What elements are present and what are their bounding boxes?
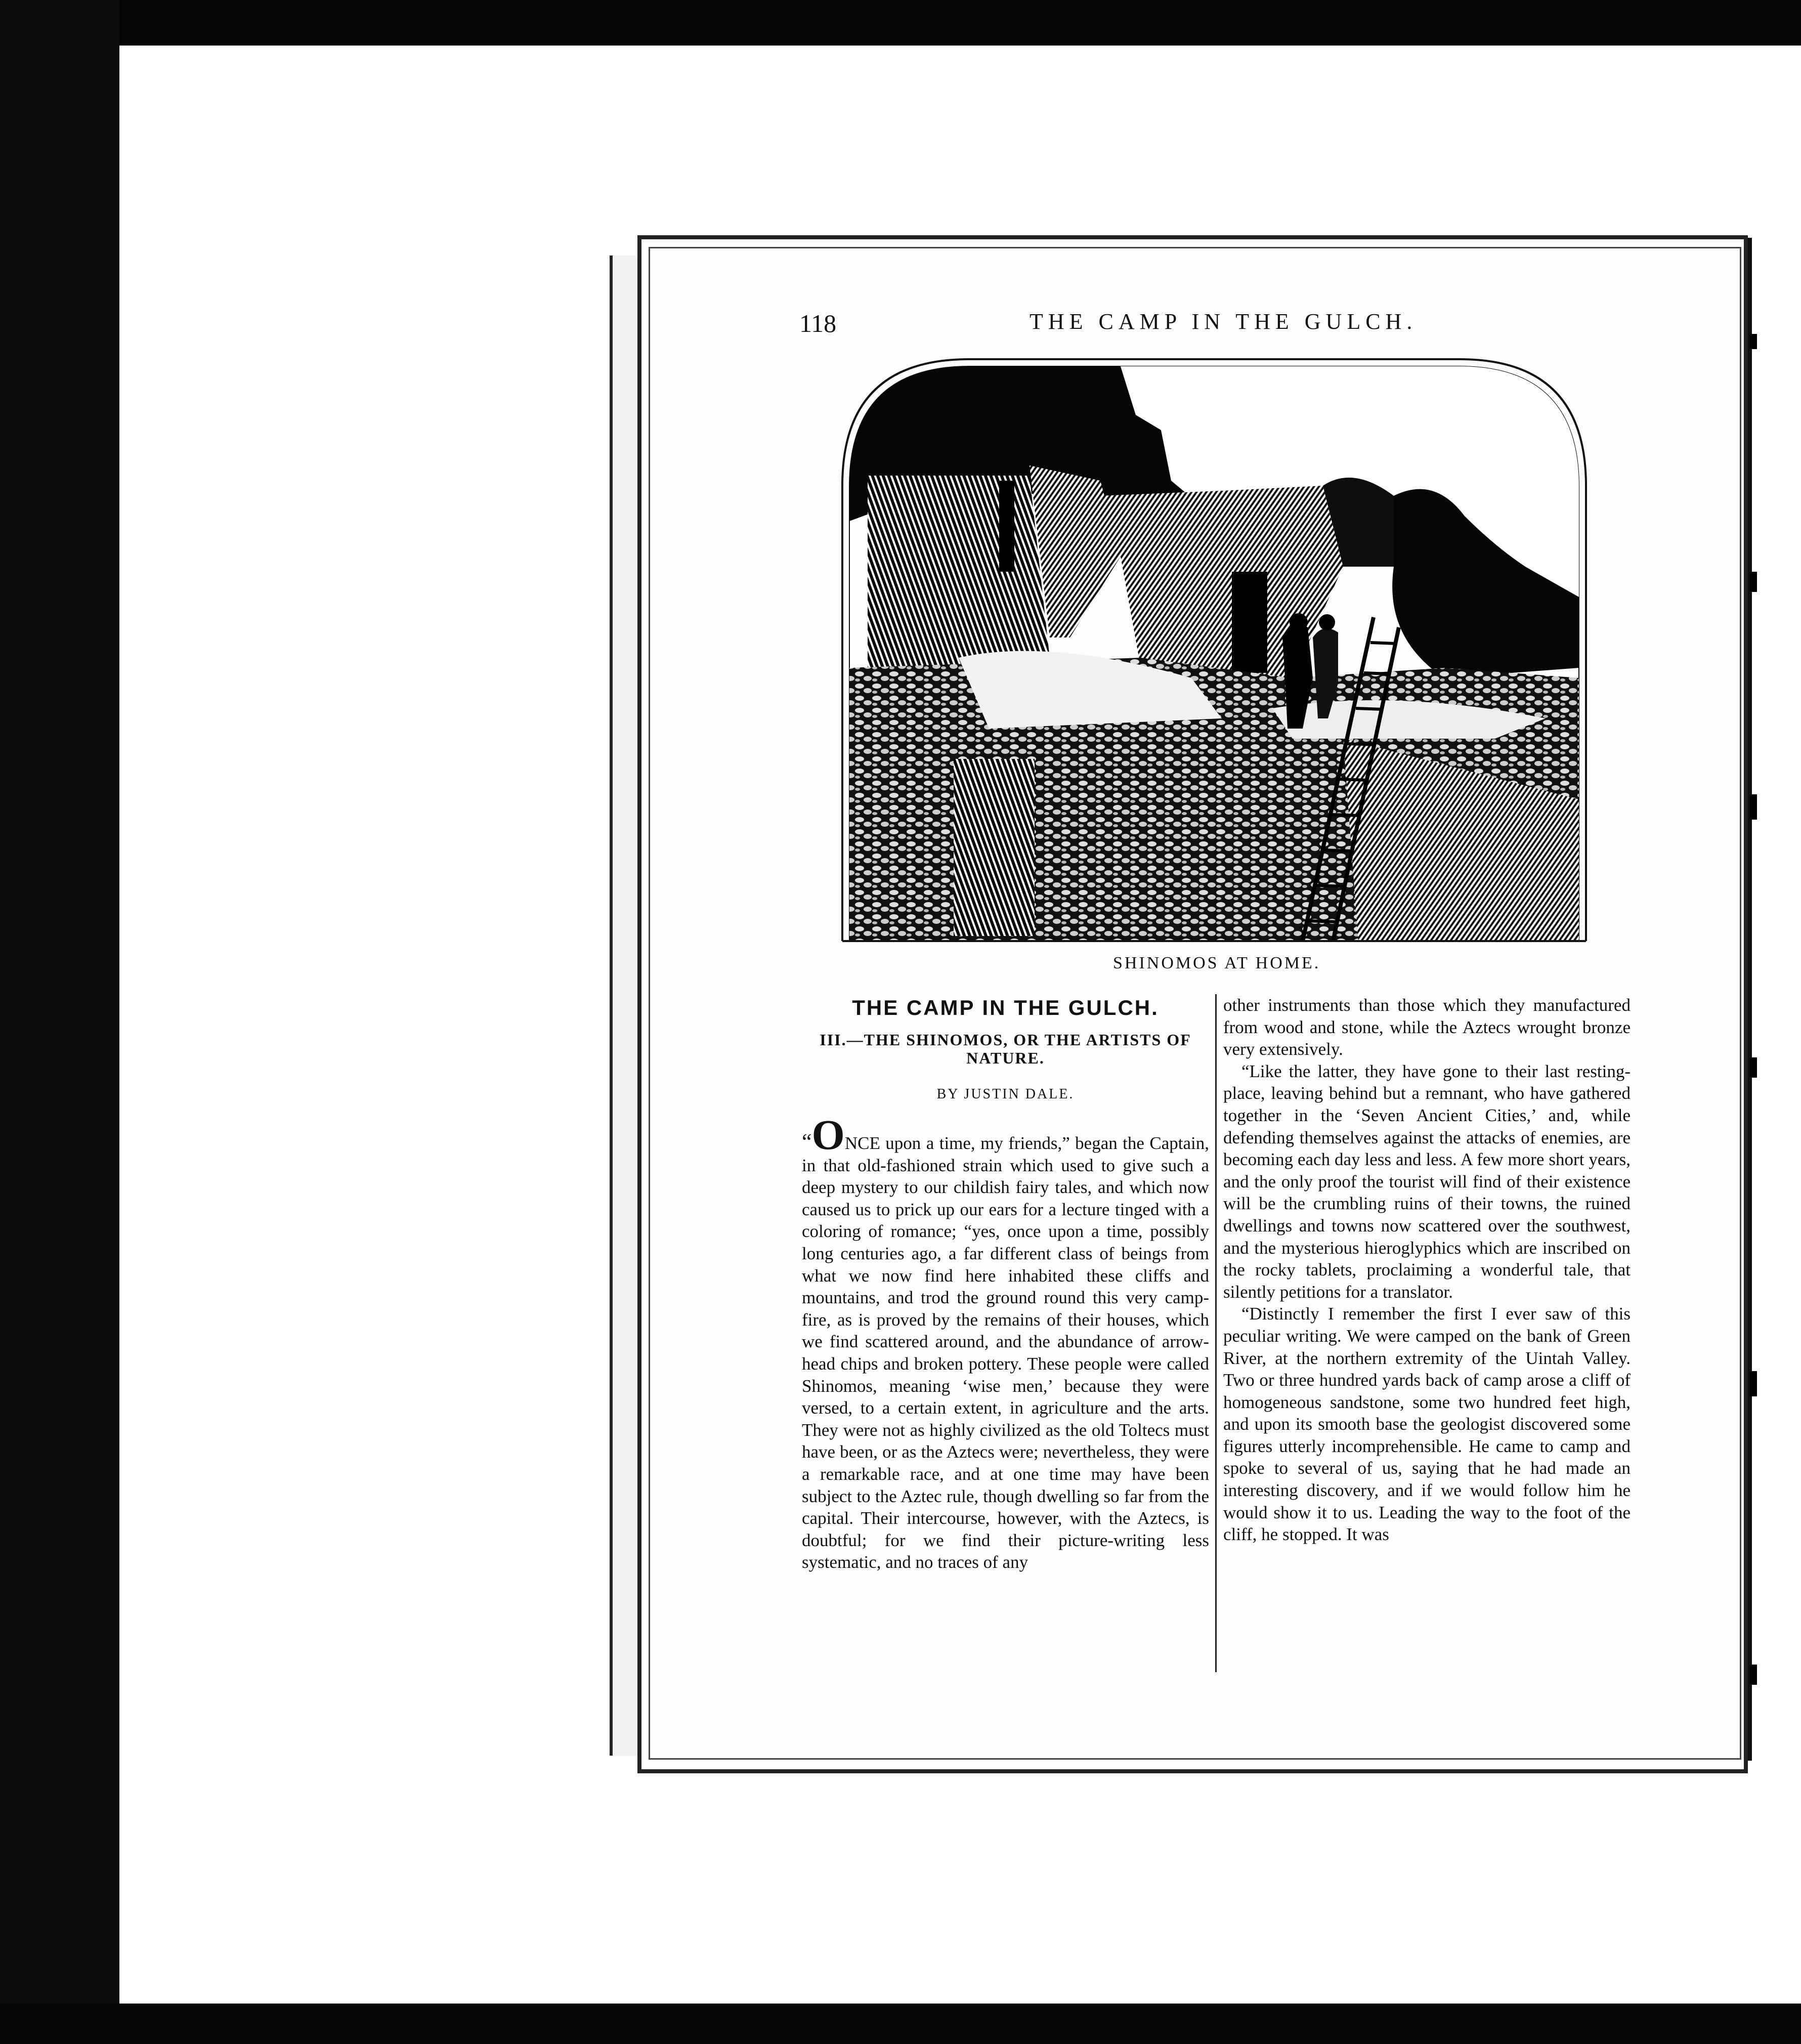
left-column	[802, 994, 1209, 1573]
facing-page-edge	[1748, 238, 1801, 1761]
facing-page-mark	[1750, 334, 1757, 349]
facing-page-mark	[1750, 1057, 1757, 1078]
facing-page-mark	[1750, 1665, 1757, 1685]
scanner-frame-left	[0, 0, 119, 2044]
page-number: 118	[799, 309, 837, 337]
article-byline: BY JUSTIN DALE.	[936, 1086, 1075, 1102]
right-column	[1223, 994, 1631, 1546]
facing-page-mark	[1750, 572, 1757, 592]
scanner-frame-bottom	[0, 2004, 1801, 2044]
running-head	[799, 309, 1589, 339]
paragraph: “Distinctly I remember the first I ever saw of this peculiar writing. We were camped on the bank of Green River, at the northern extremity of the Uintah Valley. Two or three hundred yards back of camp arose a cliff of homogeneous sandstone, some two hundred feet high, and upon its smooth base the geologist discovered some figures utterly incomprehensible. He came to camp and spoke to several of us, saying that he had made an interesting discovery, and if we would follow him he would show it to us. Leading the way to the foot of the cliff, he stopped. It was	[1223, 1304, 1631, 1545]
paragraph: “Like the latter, they have gone to their last resting-place, leaving behind but a remnant, who have gathered together in the ‘Seven Ancient Cities,’ and, while defending themselves against the attacks of enemies, are becoming each day less and less. A few more short years, and the only proof the tourist will find of their existence will be the crumbling ruins of their towns, the ruined dwellings and towns now scattered over the southwest, and the mysterious hieroglyphics which are inscribed on the rocky tablets, proclaiming a wonderful tale, that silently petitions for a translator.	[1223, 1061, 1631, 1302]
facing-page-mark	[1750, 1371, 1757, 1396]
engraving-cliff-dwelling-icon	[837, 354, 1591, 944]
column-divider	[1215, 994, 1217, 1672]
scanner-frame-top	[0, 0, 1801, 46]
drop-cap: O	[811, 1112, 845, 1159]
opening-paragraph-text: NCE upon a time, my friends,” began the Captain, in that old-fashioned strain which used to give such a deep mystery to our childish fairy tales, and which now caused us to prick up our ears for a lecture tinged with a coloring of romance; “yes, once upon a time, possibly long centuries ago, a far different class of beings from what we now find here inhabited these cliffs and mountains, and trod the ground round this very camp-fire, as is proved by the remains of their houses, which we find scattered around, and the abundance of arrow-head chips and broken pottery. These people were called Shinomos, meaning ‘wise men,’ because they were versed, to a certain extent, in agriculture and the arts. They were not as highly civilized as the old Toltecs must have been, or as the Aztecs were; nevertheless, they were a remarkable race, and at one time may have been subject to the Aztec rule, though dwelling so far from the capital. Their intercourse, however, with the Aztecs, is doubtful; for we find their picture-writing less systematic, and no traces of any	[802, 1133, 1209, 1572]
running-head-title: THE CAMP IN THE GULCH.	[1030, 309, 1418, 334]
opening-quote: “	[802, 1129, 812, 1154]
article-title: THE CAMP IN THE GULCH.	[852, 996, 1159, 1019]
illustration-caption: SHINOMOS AT HOME.	[1113, 954, 1321, 972]
facing-page-mark	[1750, 794, 1757, 820]
article-subtitle: III.—THE SHINOMOS, OR THE ARTISTS OF NATURE.	[820, 1031, 1191, 1067]
paragraph: other instruments than those which they manufactured from wood and stone, while the Aztecs wrought bronze very extensively.	[1223, 995, 1631, 1059]
opening-paragraph	[802, 1112, 1209, 1573]
